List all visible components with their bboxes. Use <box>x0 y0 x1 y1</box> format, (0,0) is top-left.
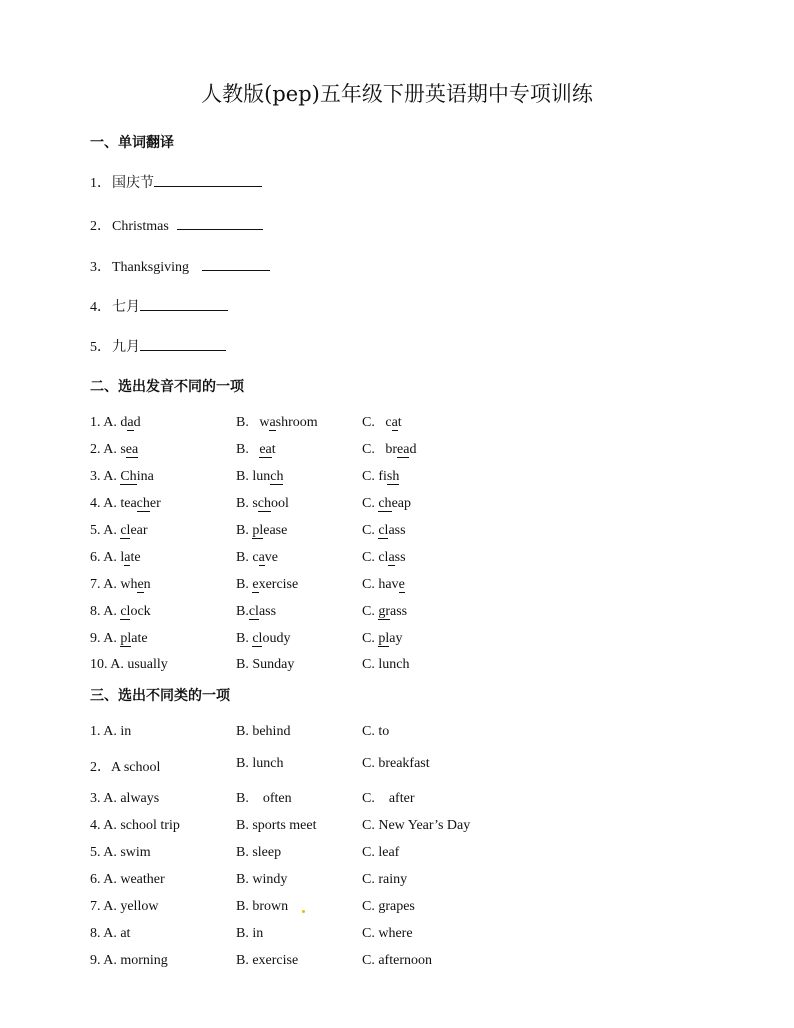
word-part: B. <box>236 604 249 619</box>
option-c[interactable]: C. grapes <box>362 899 415 914</box>
word-part: n <box>143 577 151 592</box>
word-part: B. <box>236 631 253 646</box>
word-part: ina <box>136 469 154 484</box>
answer-blank[interactable] <box>202 256 270 271</box>
word-part: B. <box>236 523 253 538</box>
option-b[interactable] <box>236 523 287 539</box>
option-c[interactable] <box>362 550 406 566</box>
question-number: 2． <box>90 219 111 234</box>
word-part: B. s <box>236 496 258 511</box>
underlined-letters: cl <box>378 523 389 538</box>
option-b[interactable]: B. exercise <box>236 953 299 968</box>
option-c[interactable] <box>362 415 402 431</box>
underlined-letters: sh <box>386 469 400 484</box>
option-a[interactable] <box>90 550 141 566</box>
word-part: B. lun <box>236 469 271 484</box>
option-c[interactable] <box>362 631 402 647</box>
option-a[interactable]: 6. A. weather <box>90 872 165 887</box>
underlined-letters: a <box>391 415 398 430</box>
option-b[interactable]: B. often <box>236 791 292 806</box>
underlined-letters: ea <box>397 442 410 457</box>
section-heading-translation: 一、单词翻译 <box>90 135 174 151</box>
option-b[interactable]: B. windy <box>236 872 288 887</box>
question-2 <box>90 215 263 235</box>
word-part: xercise <box>258 577 299 592</box>
word-part: 6. A. l <box>90 550 125 565</box>
question-number: 1． <box>90 176 111 191</box>
word-part: ass <box>388 523 406 538</box>
question-number: 5． <box>90 340 111 355</box>
word-part: 2. A. s <box>90 442 126 457</box>
underlined-letters: ch <box>270 469 284 484</box>
word-part: C. c <box>362 415 392 430</box>
word-part: C. br <box>362 442 397 457</box>
underlined-letters: a <box>124 550 131 565</box>
underlined-letters: e <box>137 577 144 592</box>
word-part: B. <box>236 442 260 457</box>
option-a[interactable]: 4. A. school trip <box>90 818 180 833</box>
question-4 <box>90 296 228 316</box>
underlined-letters: ea <box>259 442 272 457</box>
option-c[interactable]: C. leaf <box>362 845 400 860</box>
option-c[interactable] <box>362 523 406 539</box>
word-part: ool <box>271 496 289 511</box>
option-c[interactable] <box>362 496 411 512</box>
question-text: Thanksgiving <box>112 260 189 275</box>
option-b[interactable]: B. brown <box>236 899 289 914</box>
page-title: 人教版(pep)五年级下册英语期中专项训练 <box>201 82 593 106</box>
option-a[interactable]: 7. A. yellow <box>90 899 159 914</box>
option-b[interactable] <box>236 496 289 512</box>
underlined-letters: a <box>127 415 134 430</box>
word-part: B. w <box>236 415 270 430</box>
question-number: 4． <box>90 300 111 315</box>
option-c[interactable] <box>362 577 405 593</box>
word-part: 8. A. <box>90 604 121 619</box>
option-a[interactable]: 1. A. in <box>90 724 132 739</box>
answer-blank[interactable] <box>140 296 228 311</box>
underlined-letters: a <box>258 550 265 565</box>
section-heading-pronunciation: 二、选出发音不同的一项 <box>90 379 244 395</box>
underlined-letters: cl <box>120 523 131 538</box>
option-b[interactable]: B. in <box>236 926 264 941</box>
option-a[interactable]: 8. A. at <box>90 926 131 941</box>
option-a[interactable] <box>90 442 138 458</box>
option-a[interactable] <box>90 577 151 593</box>
underlined-letters: ch <box>257 496 272 511</box>
word-part: t <box>397 415 402 430</box>
option-c[interactable]: C. rainy <box>362 872 408 887</box>
question-5 <box>90 336 226 356</box>
word-part: ass <box>258 604 277 619</box>
word-part: C. <box>362 631 379 646</box>
option-a[interactable]: 3. A. always <box>90 791 160 806</box>
option-b[interactable] <box>236 469 283 485</box>
option-a[interactable] <box>90 496 161 512</box>
section-heading-classification: 三、选出不同类的一项 <box>90 688 230 704</box>
underlined-letters: Ch <box>120 469 137 484</box>
option-c[interactable] <box>362 657 409 673</box>
answer-blank[interactable] <box>140 336 226 351</box>
option-b[interactable] <box>236 550 278 566</box>
option-c[interactable] <box>362 442 416 458</box>
underlined-letters: a <box>269 415 276 430</box>
word-part: C. <box>362 604 379 619</box>
word-part: 9. A. <box>90 631 121 646</box>
underlined-letters: pl <box>120 631 132 646</box>
word-part: B. <box>236 577 253 592</box>
option-a[interactable]: 2．A school <box>90 760 161 775</box>
word-part: 1. A. d <box>90 415 128 430</box>
option-c[interactable]: C. where <box>362 926 413 941</box>
stray-mark <box>302 910 305 913</box>
word-part: 10. A. usually <box>90 657 168 672</box>
option-a[interactable]: 5. A. swim <box>90 845 151 860</box>
word-part: eap <box>391 496 411 511</box>
question-text: Christmas <box>112 219 169 234</box>
underlined-letters: cl <box>252 631 263 646</box>
option-b[interactable] <box>236 577 298 593</box>
word-part: ss <box>394 550 406 565</box>
word-part: 3. A. <box>90 469 121 484</box>
word-part: te <box>130 550 141 565</box>
word-part: oudy <box>262 631 291 646</box>
answer-blank[interactable] <box>177 215 263 230</box>
word-part: ear <box>130 523 148 538</box>
underlined-letters: gr <box>378 604 391 619</box>
option-a[interactable] <box>90 523 148 539</box>
word-part: C. fi <box>362 469 387 484</box>
option-b[interactable] <box>236 604 276 620</box>
underlined-letters: cl <box>120 604 131 619</box>
word-part: C. cl <box>362 550 389 565</box>
underlined-letters: ea <box>125 442 139 457</box>
option-b[interactable] <box>236 657 294 673</box>
word-part: shroom <box>275 415 318 430</box>
underlined-letters: pl <box>252 523 264 538</box>
word-part: ass <box>390 604 408 619</box>
option-a[interactable] <box>90 469 154 485</box>
word-part: 5. A. <box>90 523 121 538</box>
question-number: 3． <box>90 260 111 275</box>
word-part: er <box>149 496 161 511</box>
underlined-letters: ch <box>136 496 150 511</box>
answer-blank[interactable] <box>154 172 262 187</box>
underlined-letters: cl <box>248 604 259 619</box>
option-c[interactable] <box>362 469 399 485</box>
question-1 <box>90 172 262 192</box>
underlined-letters: a <box>388 550 395 565</box>
option-b[interactable]: B. sports meet <box>236 818 317 833</box>
option-a[interactable]: 9. A. morning <box>90 953 168 968</box>
option-a[interactable] <box>90 604 151 620</box>
question-3 <box>90 256 270 276</box>
question-text: 九月 <box>112 340 140 355</box>
word-part: d <box>409 442 417 457</box>
underlined-letters: ch <box>378 496 392 511</box>
underlined-letters: e <box>398 577 405 592</box>
word-part: ock <box>130 604 151 619</box>
option-b[interactable] <box>236 631 290 647</box>
option-c[interactable]: C. breakfast <box>362 756 430 771</box>
word-part: C. <box>362 496 379 511</box>
option-c[interactable]: C. to <box>362 724 390 739</box>
word-part: C. lunch <box>362 657 410 672</box>
word-part: 4. A. tea <box>90 496 137 511</box>
option-c[interactable]: C. New Year’s Day <box>362 818 471 833</box>
word-part: 7. A. wh <box>90 577 138 592</box>
option-a[interactable] <box>90 415 141 431</box>
option-b[interactable]: B. behind <box>236 724 291 739</box>
question-text: 七月 <box>112 300 140 315</box>
underlined-letters: e <box>252 577 259 592</box>
word-part: ease <box>263 523 288 538</box>
option-b[interactable] <box>236 442 276 458</box>
word-part: ve <box>264 550 278 565</box>
option-a[interactable] <box>90 657 168 673</box>
word-part: ay <box>389 631 403 646</box>
option-c[interactable]: C. afternoon <box>362 953 432 968</box>
option-c[interactable]: C. after <box>362 791 415 806</box>
underlined-letters: pl <box>378 631 390 646</box>
word-part: ate <box>131 631 148 646</box>
option-b[interactable] <box>236 415 318 431</box>
option-a[interactable] <box>90 631 148 647</box>
option-c[interactable] <box>362 604 407 620</box>
word-part: C. hav <box>362 577 399 592</box>
word-part: B. Sunday <box>236 657 295 672</box>
word-part: C. <box>362 523 379 538</box>
option-b[interactable]: B. lunch <box>236 756 284 771</box>
option-b[interactable]: B. sleep <box>236 845 282 860</box>
word-part: d <box>133 415 141 430</box>
word-part: t <box>271 442 276 457</box>
question-text: 国庆节 <box>112 176 154 191</box>
word-part: B. c <box>236 550 259 565</box>
